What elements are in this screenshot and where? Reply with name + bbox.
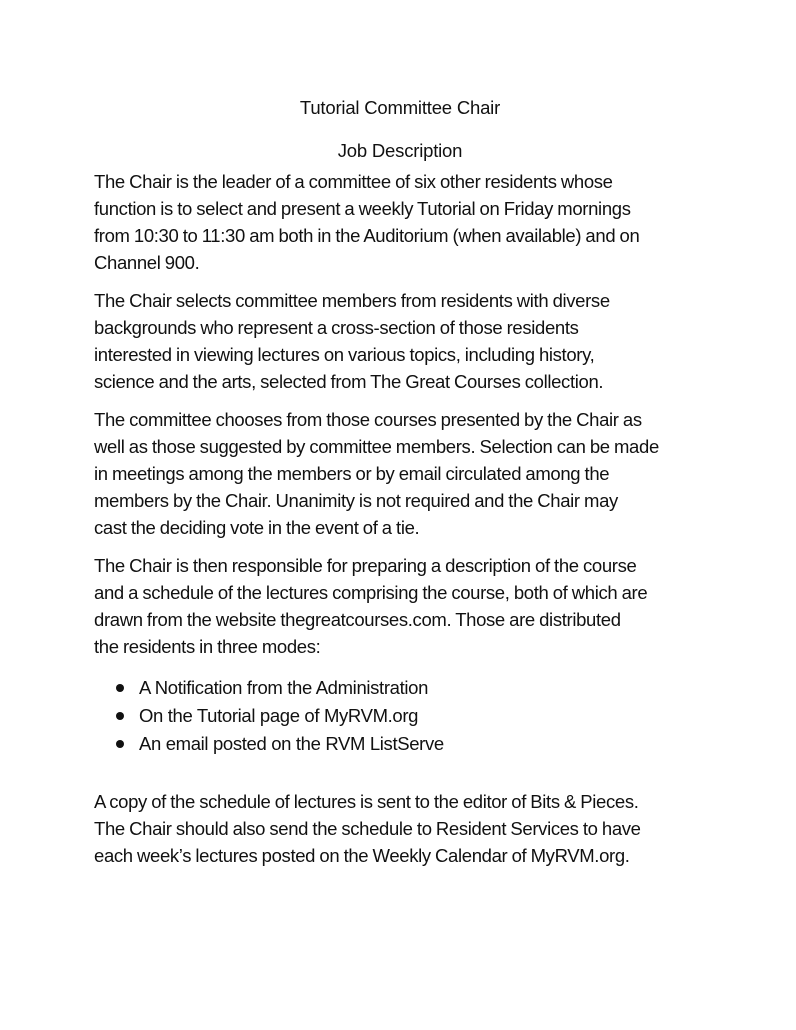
list-item-text: A Notification from the Administration <box>139 677 429 698</box>
paragraph-line: cast the deciding vote in the event of a tie. <box>94 517 420 538</box>
paragraph-2 <box>94 287 706 395</box>
bullet-icon <box>116 684 124 692</box>
paragraph-line: The committee chooses from those courses presented by the Chair as <box>94 409 642 430</box>
paragraph-line: drawn from the website thegreatcourses.com. Those are distributed <box>94 609 621 630</box>
paragraph-line: each week’s lectures posted on the Weekly Calendar of MyRVM.org. <box>94 845 630 866</box>
paragraph-line: The Chair is the leader of a committee of six other residents whose <box>94 171 613 192</box>
paragraph-line: A copy of the schedule of lectures is sent to the editor of Bits & Pieces. <box>94 791 639 812</box>
paragraph-line: backgrounds who represent a cross-section of those residents <box>94 317 579 338</box>
paragraph-line: Channel 900. <box>94 252 200 273</box>
paragraph-line: The Chair is then responsible for preparing a description of the course <box>94 555 637 576</box>
distribution-list <box>94 674 706 758</box>
paragraph-line: The Chair selects committee members from residents with diverse <box>94 290 610 311</box>
document-title: Tutorial Committee Chair <box>299 97 501 118</box>
paragraph-line: The Chair should also send the schedule to Resident Services to have <box>94 818 641 839</box>
paragraph-1 <box>94 168 706 276</box>
paragraph-line: the residents in three modes: <box>94 636 321 657</box>
closing-paragraph <box>94 788 706 869</box>
paragraph-3 <box>94 406 706 541</box>
list-item-text: On the Tutorial page of MyRVM.org <box>139 705 419 726</box>
paragraph-line: from 10:30 to 11:30 am both in the Auditorium (when available) and on <box>94 225 640 246</box>
paragraph-line: and a schedule of the lectures comprising the course, both of which are <box>94 582 648 603</box>
paragraph-line: well as those suggested by committee members. Selection can be made <box>94 436 659 457</box>
list-item <box>116 730 706 758</box>
paragraph-line: interested in viewing lectures on various topics, including history, <box>94 344 595 365</box>
list-item-text: An email posted on the RVM ListServe <box>139 733 444 754</box>
list-item <box>116 702 706 730</box>
document-page <box>94 96 706 880</box>
list-item <box>116 674 706 702</box>
paragraph-line: members by the Chair. Unanimity is not required and the Chair may <box>94 490 618 511</box>
bullet-icon <box>116 712 124 720</box>
paragraph-line: science and the arts, selected from The Great Courses collection. <box>94 371 604 392</box>
paragraph-line: function is to select and present a weekly Tutorial on Friday mornings <box>94 198 631 219</box>
document-subtitle: Job Description <box>337 140 463 161</box>
paragraph-line: in meetings among the members or by email circulated among the <box>94 463 610 484</box>
paragraph-4 <box>94 552 706 660</box>
bullet-icon <box>116 740 124 748</box>
